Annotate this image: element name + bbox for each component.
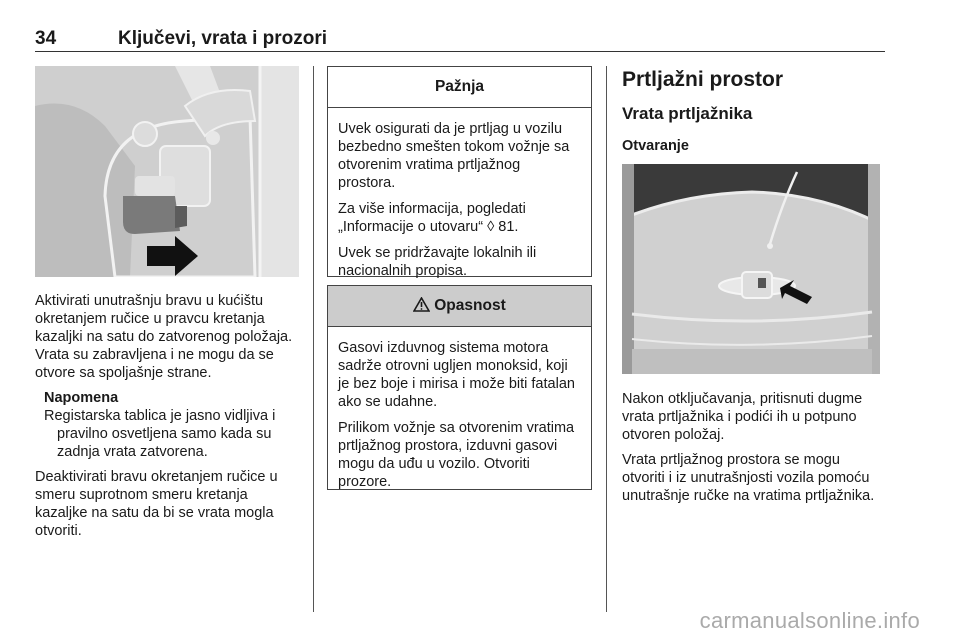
caution-title: Pažnja [328,67,591,108]
instruction-paragraph-unlock: Deaktivirati bravu okretanjem ručice u smeru suprotnom smeru kretanja kazaljke na satu da bi se vrata mogla otvoriti. [35,469,278,539]
instruction-paragraph-lock: Aktivirati unutrašnju bravu u kućištu okretanjem ručice u pravcu kretanja kazaljki na satu do zatvorenog položaja. Vrata su zabravljena i ne mogu da se otvore sa spoljašnje strane. [35,293,293,381]
caution-text-3: Uvek se pridržavajte lokalnih ili nacionalnih propisa. [338,245,537,279]
danger-title: Opasnost [434,297,506,314]
left-column-text [35,292,301,547]
right-column-text [622,390,886,512]
section-title: Prtljažni prostor [622,68,784,91]
warning-triangle-icon [413,297,430,317]
opening-paragraph-1: Nakon otključavanja, pritisnuti dugme vrata prtljažnika i podići ih u potpuno otvoren položaj. [622,391,863,443]
tailgate-handle-illustration [622,164,880,374]
caution-text-1: Uvek osigurati da je prtljag u vozilu bezbedno smešten tokom vožnje sa otvorenim vratima prtljažnog prostora. [338,121,570,191]
note-label: Napomena [44,390,119,406]
note-text: Registarska tablica je jasno vidljiva i pravilno osvetljena samo kada su zadnja vrata zatvorena. [44,408,276,460]
danger-text-2: Prilikom vožnje sa otvorenim vratima prtljažnog prostora, izduvni gasovi mogu da uđu u vozilo. Otvoriti prozore. [338,420,575,490]
danger-box [327,285,592,490]
page-number: 34 [35,28,57,49]
note-block [35,389,301,461]
danger-text-1: Gasovi izduvnog sistema motora sadrže otrovni ugljen monoksid, koji je bez boje i mirisa i može biti fatalan ako se udahne. [338,340,575,410]
column-divider-right [606,66,607,612]
subsubsection-title: Otvaranje [622,138,689,154]
lock-lever-illustration [35,66,299,277]
header-rule [35,51,885,52]
subsection-title: Vrata prtljažnika [622,104,753,123]
chapter-title: Ključevi, vrata i prozori [118,28,328,49]
danger-header [328,286,591,327]
opening-paragraph-2: Vrata prtljažnog prostora se mogu otvoriti i iz unutrašnjosti vozila pomoću unutrašnje ručke na vratima prtljažnika. [622,452,875,504]
column-divider-left [313,66,314,612]
caution-text-2: Za više informacija, pogledati „Informacije o utovaru“ ◊ 81. [338,201,526,235]
watermark: carmanualsonline.info [699,608,920,633]
page-header [35,24,885,52]
caution-box [327,66,592,277]
